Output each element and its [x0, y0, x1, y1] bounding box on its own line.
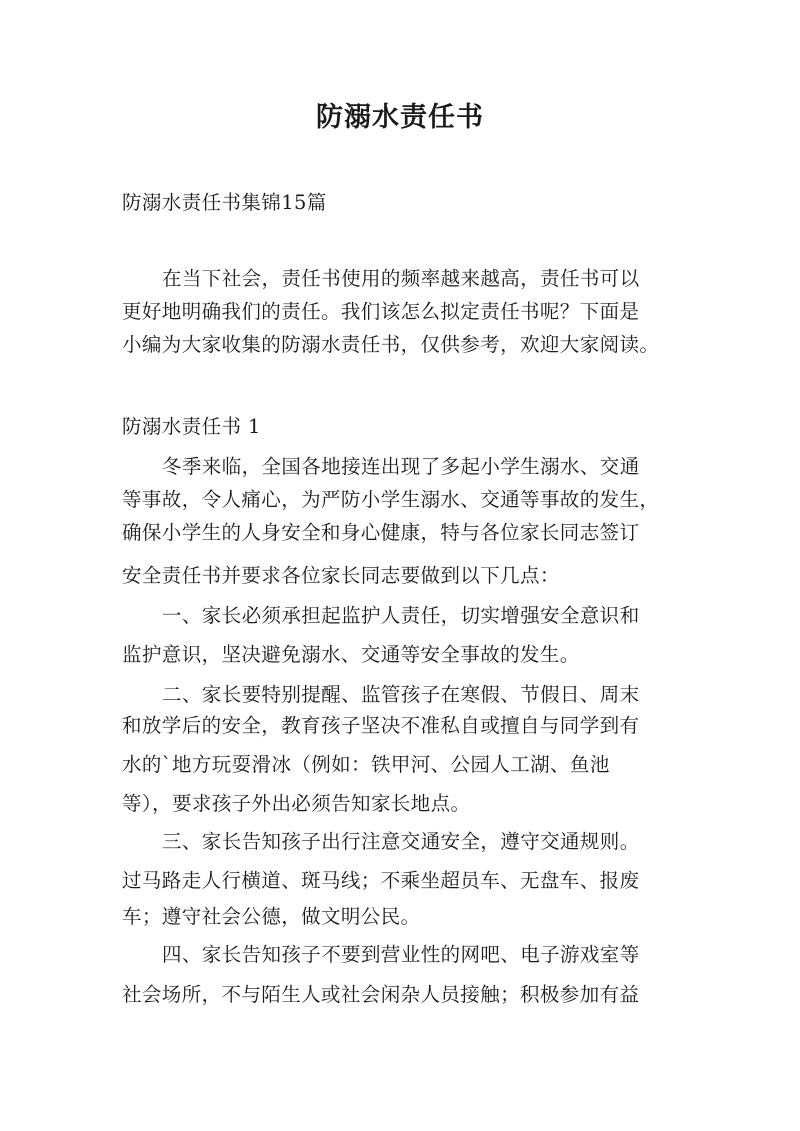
body-line-9: 水的`地方玩耍滑冰（例如：铁甲河、公园人工湖、鱼池 — [122, 753, 610, 776]
body-line-15: 社会场所，不与陌生人或社会闲杂人员接触；积极参加有益 — [122, 983, 640, 1006]
document-title: 防溺水责任书 — [316, 102, 484, 133]
body-line-1: 冬季来临，全国各地接连出现了多起小学生溺水、交通 — [162, 455, 640, 478]
body-line-10: 等），要求孩子外出必须告知家长地点。 — [122, 792, 471, 815]
body-line-7: 二、家长要特别提醒、监管孩子在寒假、节假日、周末 — [162, 683, 640, 706]
document-subtitle: 防溺水责任书集锦15篇 — [122, 191, 327, 214]
body-line-12: 过马路走人行横道、斑马线；不乘坐超员车、无盘车、报废 — [122, 869, 640, 892]
body-line-6: 监护意识，坚决避免溺水、交通等安全事故的发生。 — [122, 643, 580, 666]
intro-line-3: 小编为大家收集的防溺水责任书，仅供参考，欢迎大家阅读。 — [122, 333, 660, 356]
body-line-14: 四、家长告知孩子不要到营业性的网吧、电子游戏室等 — [162, 943, 640, 966]
body-line-2: 等事故，令人痛心，为严防小学生溺水、交通等事故的发生， — [122, 488, 660, 511]
intro-line-1: 在当下社会，责任书使用的频率越来越高，责任书可以 — [162, 267, 640, 290]
body-line-8: 和放学后的安全，教育孩子坚决不准私自或擅自与同学到有 — [122, 714, 640, 737]
intro-line-2: 更好地明确我们的责任。我们该怎么拟定责任书呢？下面是 — [122, 300, 640, 323]
section-heading: 防溺水责任书 1 — [122, 415, 261, 438]
body-line-5: 一、家长必须承担起监护人责任，切实增强安全意识和 — [162, 604, 640, 627]
body-line-11: 三、家长告知孩子出行注意交通安全，遵守交通规则。 — [162, 830, 640, 853]
body-line-4: 安全责任书并要求各位家长同志要做到以下几点： — [122, 564, 560, 587]
body-line-13: 车；遵守社会公德，做文明公民。 — [122, 905, 421, 928]
body-line-3: 确保小学生的人身安全和身心健康，特与各位家长同志签订 — [122, 521, 640, 544]
